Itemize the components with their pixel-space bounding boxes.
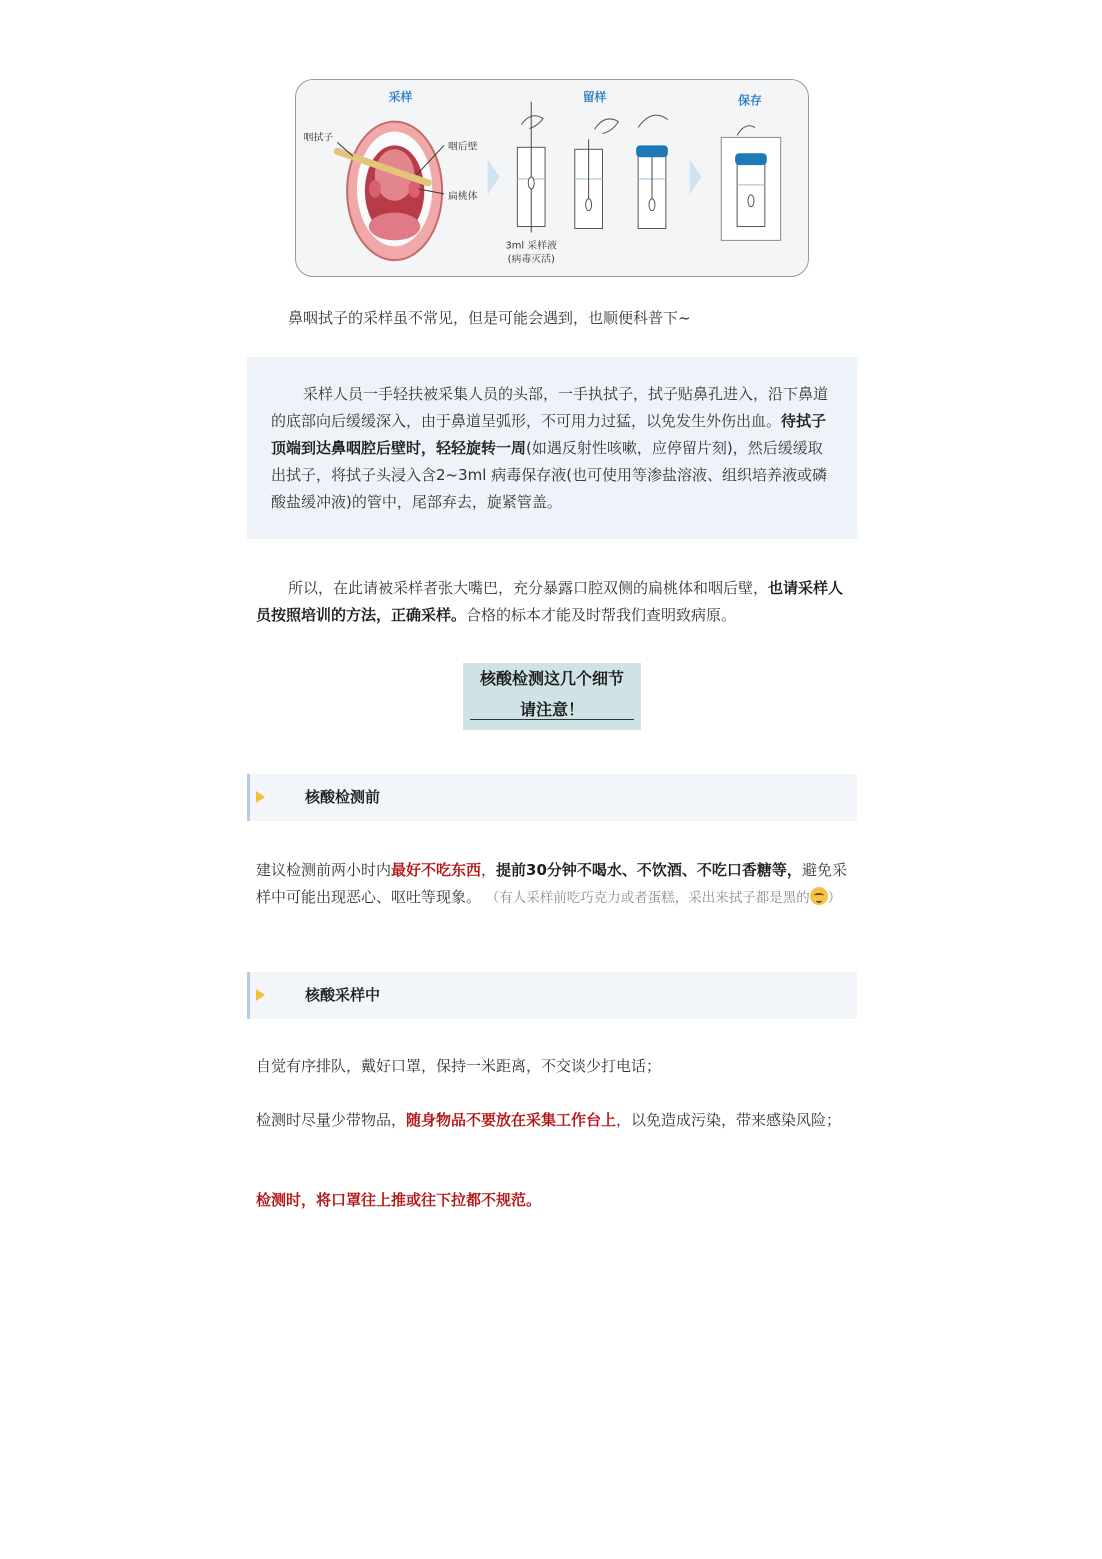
intro-text: 鼻咽拭子的采样虽不常见，但是可能会遇到，也顺便科普下~ [288, 309, 691, 327]
before-note [486, 890, 842, 906]
arrow-icon [690, 159, 702, 195]
section-header-before [247, 774, 857, 821]
tube-2 [575, 119, 619, 229]
heading-sampling: 采样 [388, 89, 413, 104]
procedure-emphasis: 待拭子顶端到达鼻咽腔后壁时，轻轻旋转一周 [271, 412, 827, 457]
title-line-1: 核酸检测这几个细节 [479, 669, 624, 688]
before-test-paragraph [256, 857, 848, 912]
cat-emoji-icon [810, 887, 828, 905]
before-text-1: 建议检测前两小时内 [256, 861, 392, 879]
before-note-1: （有人采样前吃巧克力或者蛋糕，采出来拭子都是黑的 [485, 890, 810, 906]
tube-3 [636, 115, 668, 228]
heading-keep: 留样 [582, 89, 607, 104]
before-text-2: ， [481, 861, 497, 879]
heading-store: 保存 [738, 93, 762, 108]
before-emphasis: 提前30分钟不喝水、不饮酒、不吃口香糖等， [496, 861, 802, 879]
triangle-bullet-icon [256, 791, 265, 803]
mask-paragraph [256, 1187, 848, 1214]
procedure-part-2: (如遇反射性咳嗽，应停留片刻)，然后缓缓取出拭子，将拭子头浸入含2~3ml 病毒保存液(也可使用等渗盐溶液、组织培养液或磷酸盐缓冲液)的管中，尾部弃去，旋紧管盖。 [271, 439, 828, 511]
bagged-tube [721, 126, 780, 241]
sampling-illustration [295, 79, 809, 277]
triangle-bullet-icon [256, 989, 265, 1001]
before-note-2: ） [827, 890, 842, 906]
items-red-text: 随身物品不要放在采集工作台上 [406, 1111, 617, 1129]
section-label-during: 核酸采样中 [305, 986, 381, 1004]
mouth-paragraph [256, 575, 848, 629]
section-title-box [463, 663, 641, 730]
procedure-quote-block [247, 357, 857, 539]
label-liquid-2: (病毒灭活) [507, 254, 555, 266]
mouth-text-2: 合格的标本才能及时帮我们查明致病原。 [466, 606, 737, 624]
label-swab: 咽拭子 [303, 132, 334, 144]
queue-paragraph: 自觉有序排队，戴好口罩，保持一米距离，不交谈少打电话； [256, 1057, 662, 1075]
items-text-2: ，以免造成污染，带来感染风险； [616, 1111, 842, 1129]
label-pharynx-wall: 咽后壁 [448, 141, 478, 153]
arrow-icon [488, 159, 500, 195]
title-line-2: 请注意！ [519, 700, 584, 719]
label-liquid-1: 3ml 采样液 [505, 240, 557, 252]
label-tonsil: 扁桃体 [448, 190, 478, 202]
before-red-text: 最好不吃东西 [391, 861, 482, 879]
procedure-text [271, 381, 833, 516]
section-header-during [247, 972, 857, 1019]
mask-red-text: 检测时，将口罩往上推或往下拉都不规范。 [256, 1191, 542, 1209]
section-label-before: 核酸检测前 [305, 788, 381, 806]
mouth-text-1: 所以，在此请被采样者张大嘴巴，充分暴露口腔双侧的扁桃体和咽后壁， [288, 579, 769, 597]
items-text-1: 检测时尽量少带物品， [256, 1111, 407, 1129]
tube-1 [517, 102, 545, 233]
title-underline [470, 719, 634, 720]
items-paragraph [256, 1107, 848, 1134]
mouth-emphasis: 也请采样人员按照培训的方法，正确采样。 [256, 579, 844, 624]
before-text-3: 避免采样中可能出现恶心、呕吐等现象。 [256, 861, 847, 906]
sampling-diagram [296, 80, 808, 276]
procedure-part-1: 采样人员一手轻扶被采集人员的头部，一手执拭子，拭子贴鼻孔进入，沿下鼻道的底部向后缓缓深入，由于鼻道呈弧形，不可用力过猛，以免发生外伤出血。 [271, 385, 829, 430]
